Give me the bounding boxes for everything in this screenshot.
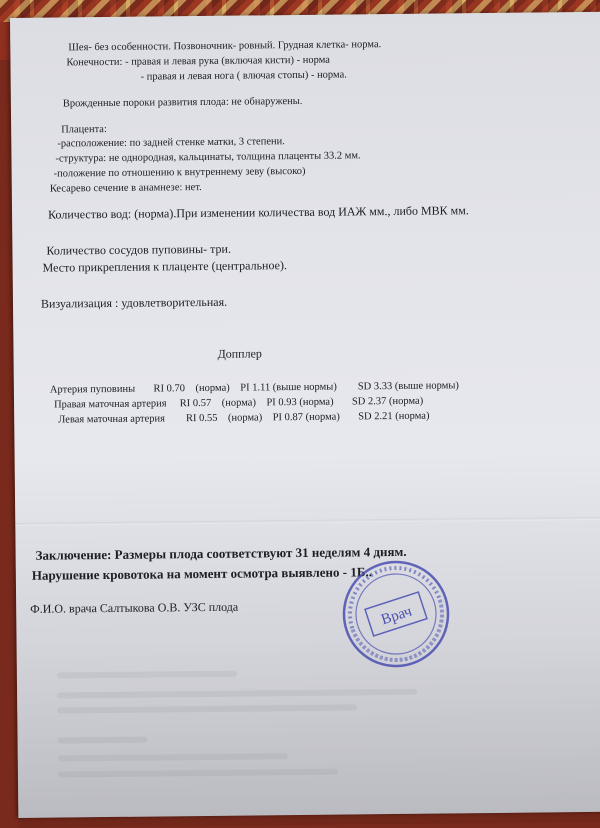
limbs-line-2: - правая и левая нога ( влючая стопы) - норма.: [140, 69, 347, 83]
placenta-position: -положение по отношению к внутреннему зеву (высоко): [53, 165, 306, 180]
stamp-label: Врач: [379, 603, 414, 629]
ri-value: RI 0.70: [153, 383, 186, 395]
attachment-line: Место прикрепления к плаценте (центральное).: [42, 258, 287, 275]
pi-value: PI 0.87 (норма): [272, 411, 340, 424]
artery-name: Артерия пуповины: [49, 383, 136, 396]
doctor-line: Ф.И.О. врача Салтыкова О.В. УЗС плода: [30, 599, 239, 616]
conclusion-line-1: Заключение: Размеры плода соответствуют 31 неделям 4 дням.: [35, 543, 407, 563]
neck-line: Шея- без особенности. Позвоночник- ровный. Грудная клетка- норма.: [68, 39, 382, 54]
ri-note: (норма): [195, 382, 230, 395]
limbs-line-1: Конечности: - правая и левая рука (включая кисти) - норма: [66, 54, 331, 69]
visualization-line: Визуализация : удовлетворительная.: [40, 294, 228, 311]
doppler-row: [58, 410, 429, 427]
defects-line: Врожденные пороки развития плода: не обнаружены.: [62, 95, 303, 110]
placenta-location: -расположение: по задней стенке матки, 3 степени.: [57, 136, 285, 150]
ri-value: RI 0.57: [179, 397, 212, 410]
document-page: [10, 12, 600, 818]
artery-name: Правая маточная артерия: [53, 398, 167, 411]
cesarean-line: Кесарево сечение в анамнезе: нет.: [49, 182, 202, 195]
placenta-title: Плацента:: [61, 123, 107, 136]
page-fold: [15, 517, 600, 526]
ri-value: RI 0.55: [185, 412, 218, 425]
doppler-row: [54, 395, 423, 412]
ri-note: (норма): [227, 412, 263, 424]
sd-value: SD 2.21 (норма): [358, 410, 430, 423]
placenta-structure: -структура: не однородная, кальцинаты, толщина плаценты 33.2 мм.: [55, 150, 361, 165]
doppler-title: Допплер: [217, 346, 262, 361]
water-line: Количество вод: (норма).При изменении количества вод ИАЖ мм., либо МВК мм.: [47, 203, 469, 222]
vessels-line: Количество сосудов пуповины- три.: [46, 241, 232, 258]
pi-value: PI 0.93 (норма): [266, 396, 334, 409]
sd-value: SD 3.33 (выше нормы): [357, 380, 459, 393]
page-shadow: [16, 632, 600, 828]
conclusion-line-2: Нарушение кровотока на момент осмотра выявлено - 1Б..: [31, 564, 373, 583]
bleed-through-text: [58, 737, 148, 744]
pi-value: PI 1.11 (выше нормы): [240, 381, 337, 394]
artery-name: Левая маточная артерия: [58, 413, 166, 426]
sd-value: SD 2.37 (норма): [351, 395, 424, 408]
ri-note: (норма): [221, 397, 256, 409]
